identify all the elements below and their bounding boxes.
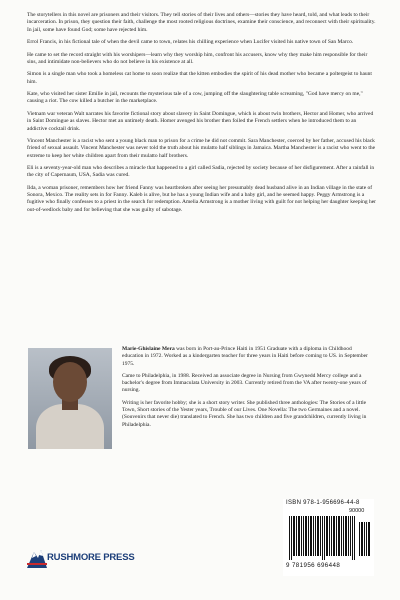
blurb-paragraph: Simon is a single man who took a homeless cat home to soon realize that the kitten embodies the spirit of his dead mother who became a poltergeist to haunt him.	[27, 71, 372, 85]
cover-blurb	[27, 12, 377, 219]
blurb-paragraph: Kate, who visited her sister Emilie in jail, recounts the mysterious tale of a cow, jumping off the slaughtering table screaming, "God have mercy on me," causing a riot. The cow killed a butcher in the marketplace.	[27, 91, 363, 105]
author-bio-text: was born in Port-au-Prince Haiti in 1951 Graduate with a diploma in Childhood education in 1972. Worked as a kindergarten teacher for three years in Haiti before coming to US. in September 1975.	[122, 346, 368, 367]
mountain-logo-icon	[27, 546, 47, 568]
barcode-digits: 9 781956 696448	[286, 562, 341, 569]
author-bio	[122, 346, 374, 434]
author-name: Marie-Ghislaine Mera	[122, 346, 175, 352]
author-photo	[28, 348, 112, 449]
price-code: 90000	[349, 508, 365, 514]
author-bio-paragraph: Writing is her favorite hobby; she is a short story writer. She published three anthologies: The Stories of a little Town, Short stories of the Yester years, Trouble of our Lives. One Novella: The two Germaines and a novel. (Souvenirs that never die) translated to French. She has two children and five grandchildren, currently living in Philadelphia.	[122, 399, 367, 428]
publisher-name: RUSHMORE PRESS	[47, 552, 135, 563]
blurb-paragraph: Errol Francis, in his fictional tale of when the devil came to town, relates his chilling experience when Lucifer visited his native town of San Marco.	[27, 39, 354, 46]
barcode-bars	[287, 510, 371, 560]
author-bio-paragraph	[122, 346, 374, 368]
isbn-label: ISBN 978-1-956696-44-8	[286, 500, 360, 506]
blurb-paragraph: Vietnam war veteran Walt narrates his favorite fictional story about slavery in Saint Domingue, which is about twin brothers, Hector and Homer, who arrived in Saint Domingue as slaves. Hector met an untimely death. Homer avenged his brother then foiled the French settlers when he introduced them to an addictive cocktail drink.	[27, 110, 374, 132]
blurb-paragraph: The storytellers in this novel are prisoners and their visitors. They tell stories of their lives and others—stories they have heard, told, and what leads to their incarceration. In prison, they question their faith, challenge the most rooted religious doctrines, examine their conscience, and reconnect with their spirituality. In jail, some have found God; some have rejected him.	[27, 12, 376, 33]
publisher-logo	[27, 546, 135, 572]
blurb-paragraph: He came to set the record straight with his worshipers—learn why they worship him, confront his accusers, know why they make him responsible for their sins, and intimidate non-believers who do not believe in his existence at all.	[27, 51, 368, 65]
blurb-paragraph: Ilda, a woman prisoner, remembers how her friend Fanny was heartbroken after seeing her presumably dead husband alive in an Indian village in the state of Sonora, Mexico. The reality sets in for Fanny. Kaleb is alive, but he has a young Indian wife and a baby girl, and he seemed happy. Peggy Armstrong is a fugitive who finally confesses to a priest in the search for redemption. Amelia Armstrong is a mother living with guilt for not helping her daughter keeping her out-of-wedlock baby and for believing that she was guilty of sabotage.	[27, 184, 377, 213]
isbn-barcode	[283, 499, 374, 576]
blurb-paragraph: Eli is a seventy-year-old man who describes a miracle that happened to a girl called Sadia, rejected by society because of her disfigurement. After a rainfall in the city of Capernaum, USA, Sadia was cured.	[27, 165, 375, 179]
blurb-paragraph: Vincent Manchester is a racist who sent a young black man to prison for a crime he did not commit. Sara Manchester, coerced by her father, accused his black friend of sexual assault. Vincent Manchester was never told the truth about his mulatto half siblings in Jamaica. Martha Manchester is a racist who went to the extreme to keep her white children apart from their mulatto half brothers.	[27, 137, 376, 159]
author-bio-paragraph: Came to Philadelphia, in 1988. Received an associate degree in Nursing from Gwynedd Mercy college and a bachelor's degree from Immaculata University in 2003. Currently retired from the VA after twenty-one years of nursing.	[122, 372, 367, 394]
